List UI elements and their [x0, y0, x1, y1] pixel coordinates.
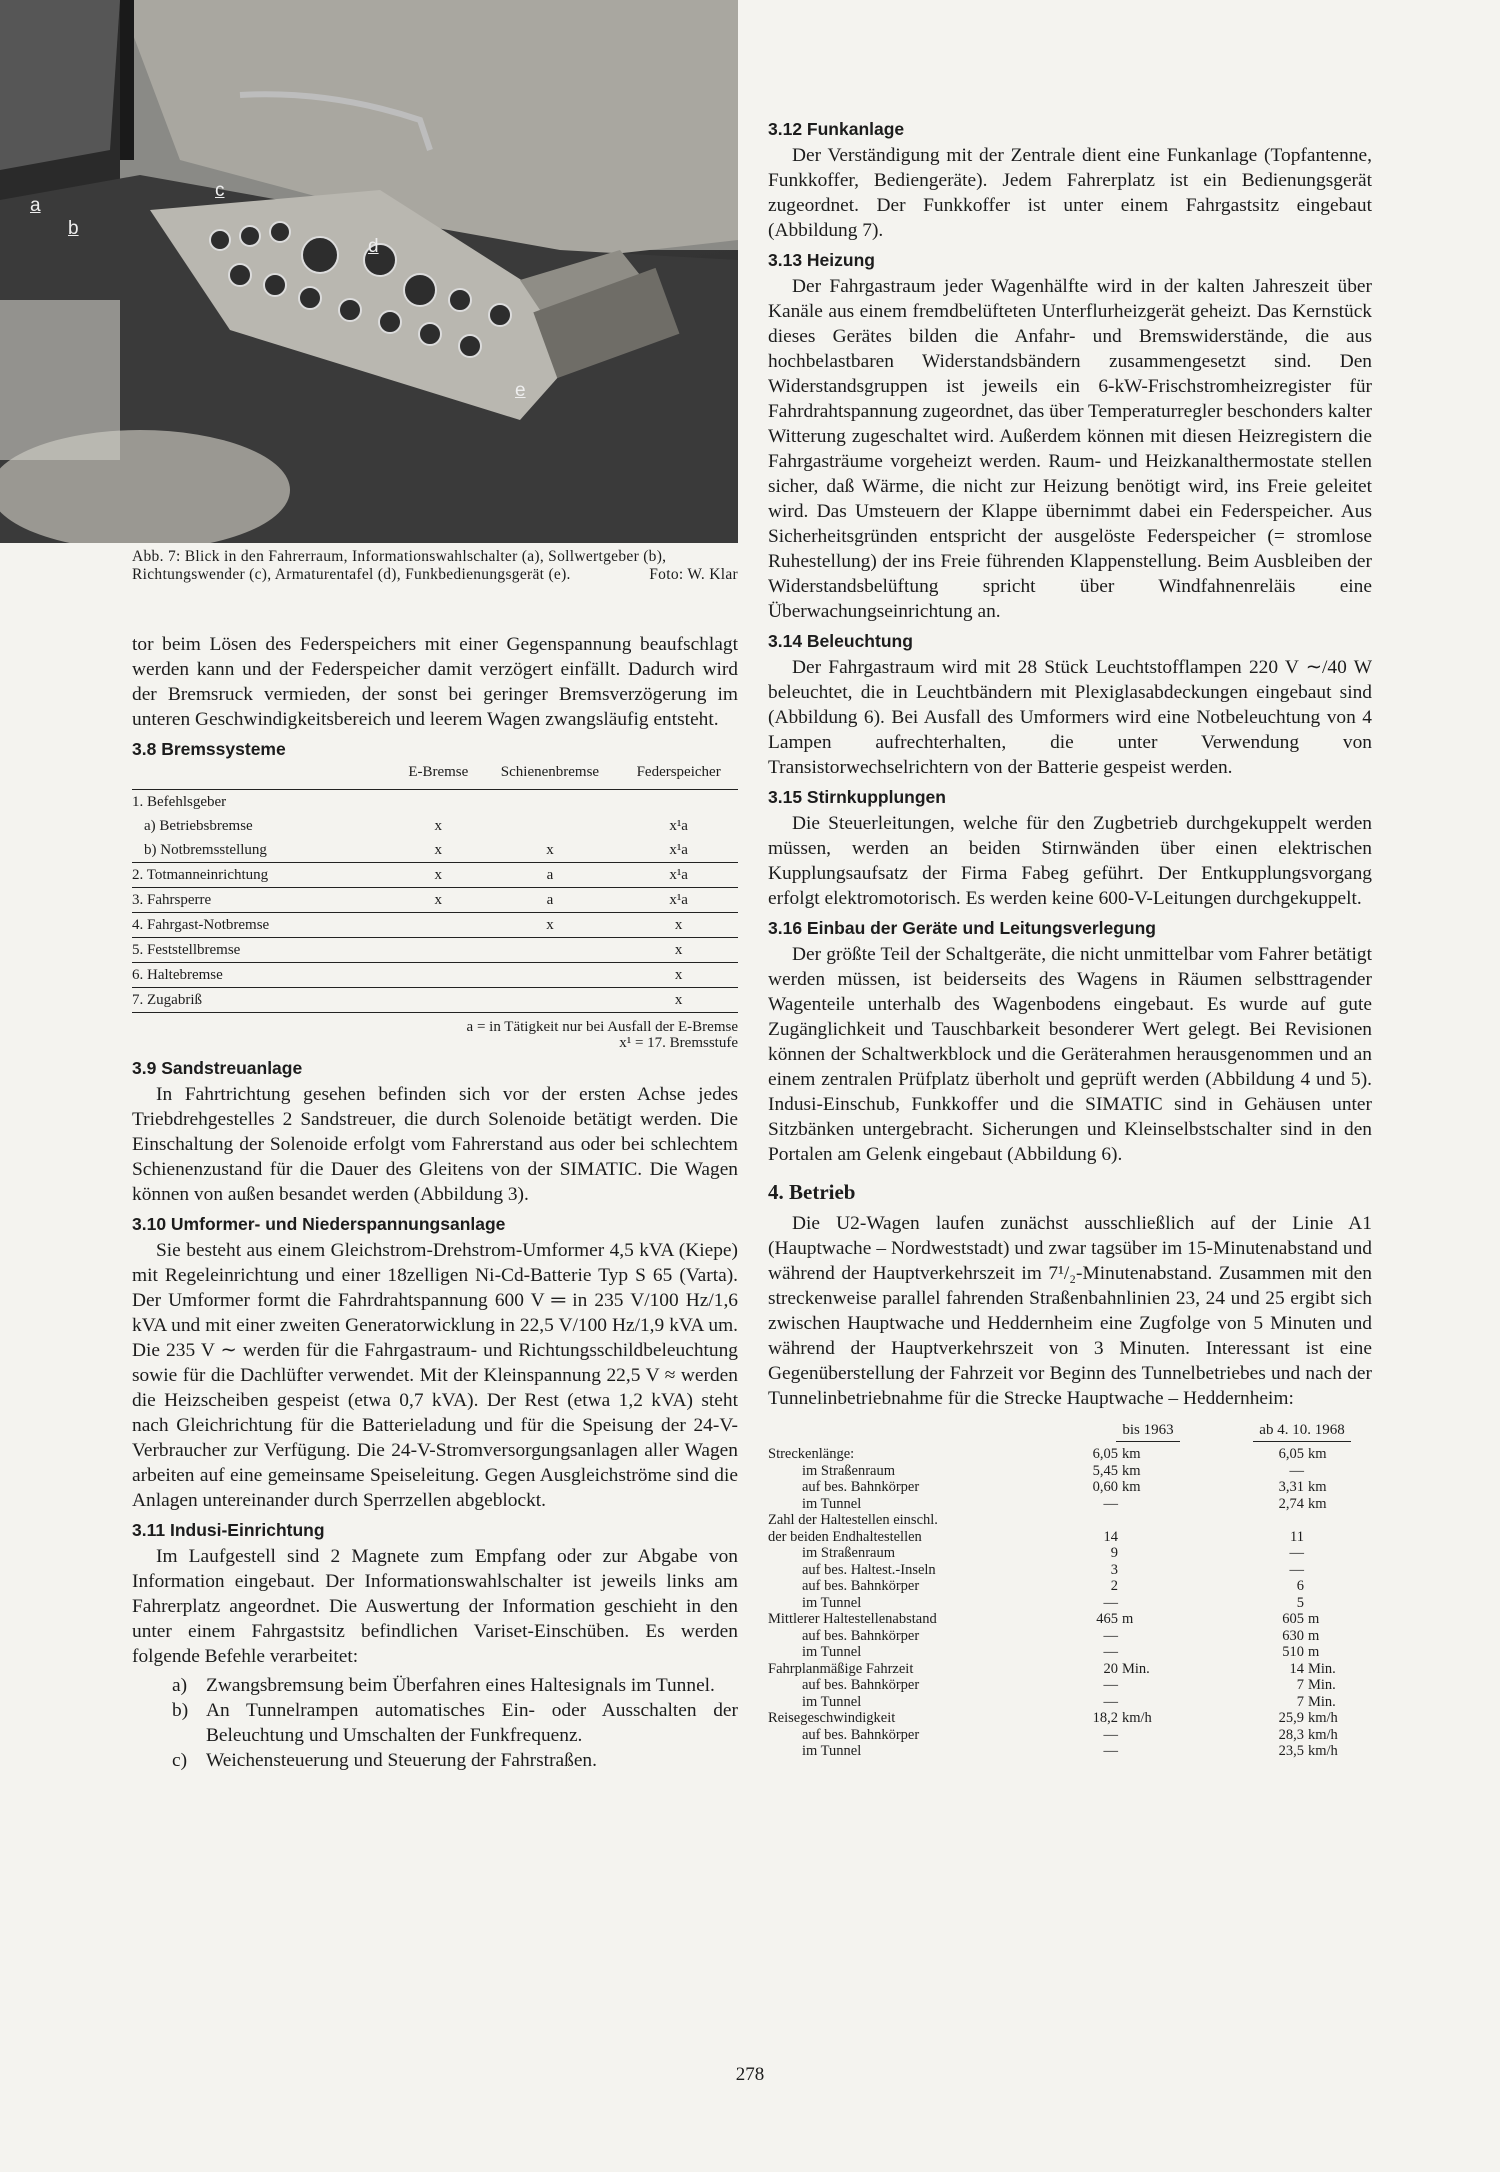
table-row	[768, 1710, 1372, 1727]
caption-text: Abb. 7: Blick in den Fahrerraum, Informationswahlschalter (a), Sollwertgeber (b), Richtungswender (c), Armaturentafel (d), Funkbedienungsgerät (e).	[132, 548, 667, 583]
brake-legend	[132, 1019, 738, 1051]
section-3-15-title: 3.15 Stirnkupplungen	[768, 787, 946, 807]
table-row	[768, 1727, 1372, 1744]
cmp-value-1968: 630	[1282, 1627, 1304, 1644]
brake-header-s: Schienenbremse	[500, 764, 600, 780]
brake-cell-e: x	[396, 888, 481, 913]
cmp-unit-1968: m	[1308, 1627, 1320, 1644]
table-row	[132, 790, 738, 815]
brake-cell-e	[396, 963, 481, 988]
cmp-value-1963: —	[1103, 1594, 1118, 1611]
cmp-value-1963: —	[1103, 1693, 1118, 1710]
table-row	[768, 1578, 1372, 1595]
cmp-value-1968: 6	[1296, 1578, 1304, 1594]
cmp-unit-1963	[1122, 1578, 1232, 1595]
cmp-unit-1968: km/h	[1308, 1726, 1338, 1743]
table-row	[768, 1446, 1372, 1463]
section-3-15-text: Die Steuerleitungen, welche für den Zugbetrieb durchgekuppelt werden müssen, werden an beiden Stirnwänden über einen elektrischen Kupplungsaufsatz der Firma Fabeg geführt. Der Entkupplungsvorgang erfolgt elektromotorisch. Es werden keine 600-V-Leitungen durchgekuppelt.	[768, 813, 1372, 909]
brake-cell-s: a	[481, 863, 620, 888]
table-row	[768, 1595, 1372, 1612]
cmp-unit-1968: m	[1308, 1611, 1320, 1627]
brake-cell-f	[619, 790, 738, 815]
brake-row-label: 7. Zugabriß	[132, 988, 396, 1013]
brake-header-e: E-Bremse	[408, 764, 469, 780]
cmp-label: im Tunnel	[802, 1644, 862, 1660]
intro-paragraph: tor beim Lösen des Federspeichers mit einer Gegenspannung beaufschlagt werden kann und der Federspeicher damit verzögert einfällt. Dadurch wird der Bremsruck vermieden, der sonst bei geringer Bremsverzögerung im unteren Geschwindigkeitsbereich und leerem Wagen zwangsläufig entsteht.	[132, 634, 738, 730]
section-3-8-title: 3.8 Bremssysteme	[132, 739, 286, 759]
brake-cell-s	[481, 938, 620, 963]
cmp-unit-1963: Min.	[1122, 1660, 1150, 1677]
brake-cell-e: x	[396, 838, 481, 863]
brake-cell-e	[396, 988, 481, 1013]
photo-credit: Foto: W. Klar	[649, 566, 738, 583]
cmp-value-1968: —	[1289, 1462, 1304, 1479]
cmp-unit-1968: Min.	[1308, 1677, 1336, 1693]
cmp-value-1968: 23,5	[1278, 1743, 1304, 1759]
section-3-9-title: 3.9 Sandstreuanlage	[132, 1058, 303, 1078]
right-column	[768, 112, 1372, 1760]
cmp-label: im Straßenraum	[802, 1545, 896, 1561]
section-3-9-text: In Fahrtrichtung gesehen befinden sich vor der ersten Achse jedes Triebdrehgestelles 2 Sandstreuer, die durch Solenoide betätigt werden. Die Einschaltung der Solenoide erfolgt vom Fahrerstand aus oder bei schlechtem Schienenzustand für die Dauer des Gleitens von der SIMATIC. Die Wagen können von außen besandet werden (Abbildung 3).	[132, 1084, 738, 1205]
cmp-value-1968	[1232, 1512, 1308, 1529]
cmp-label: auf bes. Bahnkörper	[802, 1726, 920, 1743]
cmp-unit-1963: km	[1122, 1479, 1141, 1495]
cmp-unit-1963	[1122, 1545, 1232, 1562]
cmp-unit-1963	[1122, 1743, 1232, 1760]
table-row	[132, 938, 738, 963]
cmp-value-1963	[1064, 1512, 1122, 1529]
photo-label-b: b	[68, 218, 79, 239]
cmp-unit-1968	[1308, 1512, 1372, 1529]
list-item: a) Zwangsbremsung beim Überfahren eines Haltesignals im Tunnel.	[172, 1675, 715, 1696]
brake-row-label: 1. Befehlsgeber	[132, 790, 396, 815]
section-3-16-text: Der größte Teil der Schaltgeräte, die nicht unmittelbar vom Fahrer betätigt werden müssen, ist beiderseits des Wagens in Räumen selbsttragender Wagenteile unterhalb des Wagenbodens eingebaut. Es wurde auf gute Zugänglichkeit und Tauschbarkeit besonderer Wert gelegt. Bei Revisionen können der Schaltwerkblock und die Geräterahmen herausgenommen und an einem zentralen Prüfplatz überholt und geprüft werden (Abbildung 4 und 5). Indusi-Einschub, Funkkoffer und die SIMATIC sind in Gehäusen unter Sitzbänken untergebracht. Sicherungen und Kleinselbstschalter sind in den Portalen am Gelenk eingebaut (Abbildung 6).	[768, 944, 1372, 1165]
brake-cell-f: x¹a	[669, 817, 688, 834]
cmp-unit-1963	[1122, 1644, 1232, 1661]
cab-photo-illustration	[0, 0, 738, 543]
photo-label-a: a	[30, 195, 41, 216]
table-row	[768, 1661, 1372, 1678]
table-row	[768, 1479, 1372, 1496]
cmp-label: auf bes. Bahnkörper	[802, 1479, 920, 1495]
photo-label-d: d	[368, 236, 379, 257]
brake-cell-f: x	[619, 963, 738, 988]
table-row	[132, 888, 738, 913]
cmp-label: im Tunnel	[802, 1693, 862, 1710]
cmp-value-1968: —	[1289, 1561, 1304, 1578]
cmp-unit-1963	[1122, 1694, 1232, 1711]
cmp-value-1963: —	[1103, 1743, 1118, 1759]
cmp-value-1963: 3	[1110, 1561, 1118, 1578]
cmp-value-1968: —	[1289, 1545, 1304, 1561]
cmp-value-1963: —	[1103, 1677, 1118, 1693]
table-row	[768, 1463, 1372, 1480]
brake-cell-f: x	[619, 913, 738, 938]
brake-cell-s	[481, 988, 620, 1013]
table-row	[768, 1545, 1372, 1562]
cmp-value-1963: 20	[1103, 1660, 1118, 1677]
brake-cell-s: x	[481, 913, 620, 938]
brake-cell-s	[481, 963, 620, 988]
cmp-value-1963: —	[1103, 1644, 1118, 1660]
page-number: 278	[735, 2064, 765, 2085]
table-row	[132, 963, 738, 988]
cmp-header-1: bis 1963	[1064, 1421, 1232, 1446]
cmp-value-1963: 465	[1096, 1611, 1118, 1627]
section-3-16-title: 3.16 Einbau der Geräte und Leitungsverlegung	[768, 918, 1156, 938]
cmp-value-1968: 7	[1296, 1693, 1304, 1710]
brake-legend-x: x¹ = 17. Bremsstufe	[619, 1035, 738, 1051]
cmp-unit-1968	[1308, 1578, 1372, 1595]
cmp-value-1963: 5,45	[1092, 1462, 1118, 1479]
cmp-label: im Straßenraum	[802, 1462, 896, 1479]
cmp-header-2: ab 4. 10. 1968	[1232, 1421, 1372, 1446]
cmp-unit-1968	[1308, 1463, 1372, 1480]
table-row	[132, 814, 738, 838]
photo-label-c: c	[215, 180, 225, 201]
table-row	[132, 988, 738, 1013]
list-item: b) An Tunnelrampen automatisches Ein- oder Ausschalten der Beleuchtung und Umschalten der Funkfrequenz.	[172, 1700, 738, 1746]
brake-cell-e	[396, 913, 481, 938]
section-4-text: Die U2-Wagen laufen zunächst ausschließlich auf der Linie A1 (Hauptwache – Nordweststadt) und zwar tagsüber im 15-Minutenabstand und während der Hauptverkehrszeit im 7¹/₂-Minutenabstand. Zusammen mit den streckenweise parallel fahrenden Straßenbahnlinien 23, 24 und 25 ergibt sich zwischen Hauptwache und Heddernheim eine Zugfolge von 5 Minuten und während der Hauptverkehrszeit von 3 Minuten. Interessant ist eine Gegenüberstellung der Fahrzeit vor Beginn des Tunnelbetriebes und nach der Tunnelinbetriebnahme für die Strecke Hauptwache – Heddernheim:	[768, 1213, 1372, 1409]
table-row	[768, 1562, 1372, 1579]
section-3-14-title: 3.14 Beleuchtung	[768, 631, 913, 651]
section-3-12-title: 3.12 Funkanlage	[768, 119, 905, 139]
table-row	[132, 913, 738, 938]
brake-cell-f: x	[619, 938, 738, 963]
cmp-value-1968: 25,9	[1278, 1710, 1304, 1726]
cmp-label: Streckenlänge:	[768, 1446, 855, 1462]
cmp-label: im Tunnel	[802, 1495, 862, 1512]
brake-header-f: Federspeicher	[636, 764, 721, 780]
section-3-11-text: Im Laufgestell sind 2 Magnete zum Empfang oder zur Abgabe von Information eingebaut. Der Informationswahlschalter ist jeweils links am Fahrerplatz angeordnet. Die Auswertung der Information geschieht in den unter einem Fahrgastsitz befindlichen Variset-Einschüben. Es werden folgende Befehle verarbeitet:	[132, 1546, 738, 1667]
table-row	[768, 1644, 1372, 1661]
cmp-label: auf bes. Bahnkörper	[802, 1627, 920, 1644]
table-row	[768, 1628, 1372, 1645]
photo-caption	[132, 548, 738, 584]
cmp-value-1963: 9	[1110, 1545, 1118, 1561]
cmp-unit-1963	[1122, 1562, 1232, 1579]
cmp-unit-1968: Min.	[1308, 1693, 1336, 1710]
cmp-unit-1968	[1308, 1529, 1372, 1546]
cmp-value-1968: 5	[1296, 1594, 1304, 1611]
brake-row-label: 4. Fahrgast-Notbremse	[132, 913, 396, 938]
cmp-label: im Tunnel	[802, 1743, 862, 1759]
table-row	[768, 1743, 1372, 1760]
cmp-value-1963: —	[1103, 1726, 1118, 1743]
brake-cell-e: x	[396, 863, 481, 888]
cmp-unit-1968	[1308, 1595, 1372, 1612]
cab-photo	[0, 0, 738, 543]
cmp-unit-1963	[1122, 1677, 1232, 1694]
table-row	[768, 1611, 1372, 1628]
cmp-value-1963: 6,05	[1092, 1446, 1118, 1462]
cmp-value-1968: 605	[1282, 1611, 1304, 1627]
brake-cell-s: x	[481, 838, 620, 863]
section-3-11-title: 3.11 Indusi-Einrichtung	[132, 1520, 325, 1540]
cmp-value-1963: 18,2	[1092, 1710, 1118, 1726]
cmp-value-1968: 2,74	[1278, 1495, 1304, 1512]
cmp-label: im Tunnel	[802, 1594, 862, 1611]
cmp-unit-1968: km/h	[1308, 1710, 1338, 1726]
section-3-14-text: Der Fahrgastraum wird mit 28 Stück Leuchtstofflampen 220 V ∼/40 W beleuchtet, die in Leuchtbändern mit Plexiglasabdeckungen eingebaut sind (Abbildung 6). Bei Ausfall des Umformers wird eine Notbeleuchtung von 4 Lampen aufrechterhalten, die unter Verwendung von Transistorwechselrichtern von der Batterie gespeist werden.	[768, 657, 1372, 778]
table-row	[768, 1694, 1372, 1711]
brake-row-label: a) Betriebsbremse	[144, 817, 253, 834]
cmp-value-1968: 28,3	[1278, 1726, 1304, 1743]
comparison-table	[768, 1421, 1372, 1760]
cmp-unit-1963	[1122, 1496, 1232, 1513]
cmp-label: Mittlerer Haltestellenabstand	[768, 1611, 937, 1627]
cmp-label: der beiden Endhaltestellen	[768, 1528, 922, 1545]
cmp-unit-1963: km	[1122, 1462, 1141, 1479]
cmp-unit-1963	[1122, 1628, 1232, 1645]
brake-table	[132, 764, 738, 1013]
cmp-label: Fahrplanmäßige Fahrzeit	[768, 1660, 914, 1677]
brake-row-label: 6. Haltebremse	[132, 963, 396, 988]
cmp-unit-1968	[1308, 1562, 1372, 1579]
brake-cell-e: x	[434, 817, 443, 834]
cmp-value-1968: 6,05	[1278, 1446, 1304, 1462]
brake-row-label: 2. Totmanneinrichtung	[132, 863, 396, 888]
brake-cell-e	[396, 790, 481, 815]
cmp-unit-1963: km	[1122, 1446, 1141, 1462]
cmp-unit-1968: Min.	[1308, 1660, 1336, 1677]
cmp-label: auf bes. Bahnkörper	[802, 1677, 920, 1693]
brake-cell-f: x	[619, 988, 738, 1013]
cmp-unit-1968	[1308, 1545, 1372, 1562]
cmp-value-1968: 3,31	[1278, 1479, 1304, 1495]
brake-cell-f: x¹a	[619, 888, 738, 913]
section-4-title: 4. Betrieb	[768, 1180, 856, 1204]
photo-label-e: e	[515, 380, 526, 401]
cmp-value-1968: 14	[1289, 1660, 1304, 1677]
cmp-value-1968: 11	[1290, 1528, 1304, 1545]
table-row	[132, 863, 738, 888]
cmp-label: auf bes. Haltest.-Inseln	[802, 1561, 936, 1578]
left-column	[132, 632, 738, 1773]
cmp-unit-1968: km	[1308, 1479, 1327, 1495]
brake-cell-s: a	[481, 888, 620, 913]
cmp-unit-1968: km	[1308, 1446, 1327, 1462]
section-3-10-title: 3.10 Umformer- und Niederspannungsanlage	[132, 1214, 506, 1234]
cmp-unit-1963: m	[1122, 1611, 1134, 1627]
cmp-value-1963: 2	[1110, 1578, 1118, 1594]
cmp-unit-1968: km/h	[1308, 1743, 1338, 1759]
brake-cell-f: x¹a	[619, 863, 738, 888]
cmp-label: Reisegeschwindigkeit	[768, 1710, 896, 1726]
cmp-unit-1963	[1122, 1512, 1232, 1529]
cmp-value-1963: 14	[1103, 1528, 1118, 1545]
cmp-unit-1963	[1122, 1529, 1232, 1546]
cmp-unit-1963: km/h	[1122, 1710, 1152, 1726]
brake-row-label: 5. Feststellbremse	[132, 938, 396, 963]
section-3-13-title: 3.13 Heizung	[768, 250, 875, 270]
cmp-unit-1963	[1122, 1595, 1232, 1612]
indusi-command-list	[132, 1673, 738, 1773]
brake-cell-e	[396, 938, 481, 963]
cmp-unit-1968: m	[1308, 1644, 1320, 1660]
table-row	[768, 1529, 1372, 1546]
brake-cell-s	[481, 814, 620, 838]
cmp-value-1963: —	[1103, 1627, 1118, 1644]
section-3-10-text: Sie besteht aus einem Gleichstrom-Drehstrom-Umformer 4,5 kVA (Kiepe) mit Regeleinrichtung und einer 18zelligen Ni-Cd-Batterie Typ S 65 (Varta). Der Umformer formt die Fahrdrahtspannung 600 V ═ in 235 V/100 Hz/1,6 kVA und mit einer zweiten Generatorwicklung in 22,5 V/100 Hz/1,9 kVA um. Die 235 V ∼ werden für die Fahrgastraum- und Richtungsschildbeleuchtung sowie für die Dachlüfter verwendet. Mit der Kleinspannung 22,5 V ≈ werden die Heizscheiben gespeist (etwa 0,7 kVA). Der Rest (etwa 1,2 kVA) steht nach Gleichrichtung für die Batterieladung und für die Speisung der 24-V-Verbraucher zur Verfügung. Die 24-V-Stromversorgungsanlagen aller Wagen arbeiten auf eine gemeinsame Speiseleitung. Gegen Ausgleichströme sind die Anlagen untereinander durch Sperrzellen abgeblockt.	[132, 1240, 738, 1511]
table-row	[768, 1496, 1372, 1513]
section-3-13-text: Der Fahrgastraum jeder Wagenhälfte wird in der kalten Jahreszeit über Kanäle aus einem fremdbelüfteten Unterflurheizgerät geheizt. Das Kernstück dieses Gerätes bilden die Anfahr- und Bremswiderstände, die aus hochbelastbaren Widerstandsbändern zusammengesetzt sind. Den Widerstandsgruppen ist jeweils ein 6-kW-Frischstromheizregister für Fahrdrahtspannung zugeordnet, das über Temperaturregler beschonders kalter Witterung zugeschaltet wird. Außerdem können mit diesen Heizregistern die Fahrgasträume vorgeheizt werden. Raum- und Heizkanalthermostate stellen sicher, daß Wärme, die nicht zur Heizung benötigt wird, ins Freie geleitet wird. Das Umsteuern der Klappe übernimmt dabei ein Federspeicher. Aus Sicherheitsgründen entspricht der ausgelöste Federspeicher (= stromlose Ruhestellung) der ins Freie führenden Klappenstellung. Beim Ausbleiben der Widerstandsbelüftung spricht über Windfahnenreläis eine Überwachungseinrichtung an.	[768, 276, 1373, 622]
cmp-unit-1968: km	[1308, 1495, 1327, 1512]
cmp-value-1968: 7	[1296, 1677, 1304, 1693]
brake-cell-f: x¹a	[619, 838, 738, 863]
section-3-12-text: Der Verständigung mit der Zentrale dient eine Funkanlage (Topfantenne, Funkkoffer, Bediengeräte). Jedem Fahrerplatz ist ein Bedienungsgerät zugeordnet. Der Funkkoffer ist unter einem Fahrgastsitz eingebaut (Abbildung 7).	[768, 145, 1372, 241]
cmp-unit-1963	[1122, 1727, 1232, 1744]
brake-cell-s	[481, 790, 620, 815]
brake-row-label: 3. Fahrsperre	[132, 888, 396, 913]
cmp-value-1963: 0,60	[1092, 1479, 1118, 1495]
table-row	[132, 838, 738, 863]
list-item: c) Weichensteuerung und Steuerung der Fahrstraßen.	[172, 1750, 597, 1771]
cmp-value-1963: —	[1103, 1495, 1118, 1512]
cmp-label: Zahl der Haltestellen einschl.	[768, 1512, 938, 1528]
cmp-label: auf bes. Bahnkörper	[802, 1578, 920, 1594]
table-row	[768, 1512, 1372, 1529]
brake-row-label: b) Notbremsstellung	[132, 838, 396, 863]
table-row	[768, 1677, 1372, 1694]
brake-legend-a: a = in Tätigkeit nur bei Ausfall der E-Bremse	[466, 1019, 738, 1035]
cmp-value-1968: 510	[1282, 1644, 1304, 1660]
